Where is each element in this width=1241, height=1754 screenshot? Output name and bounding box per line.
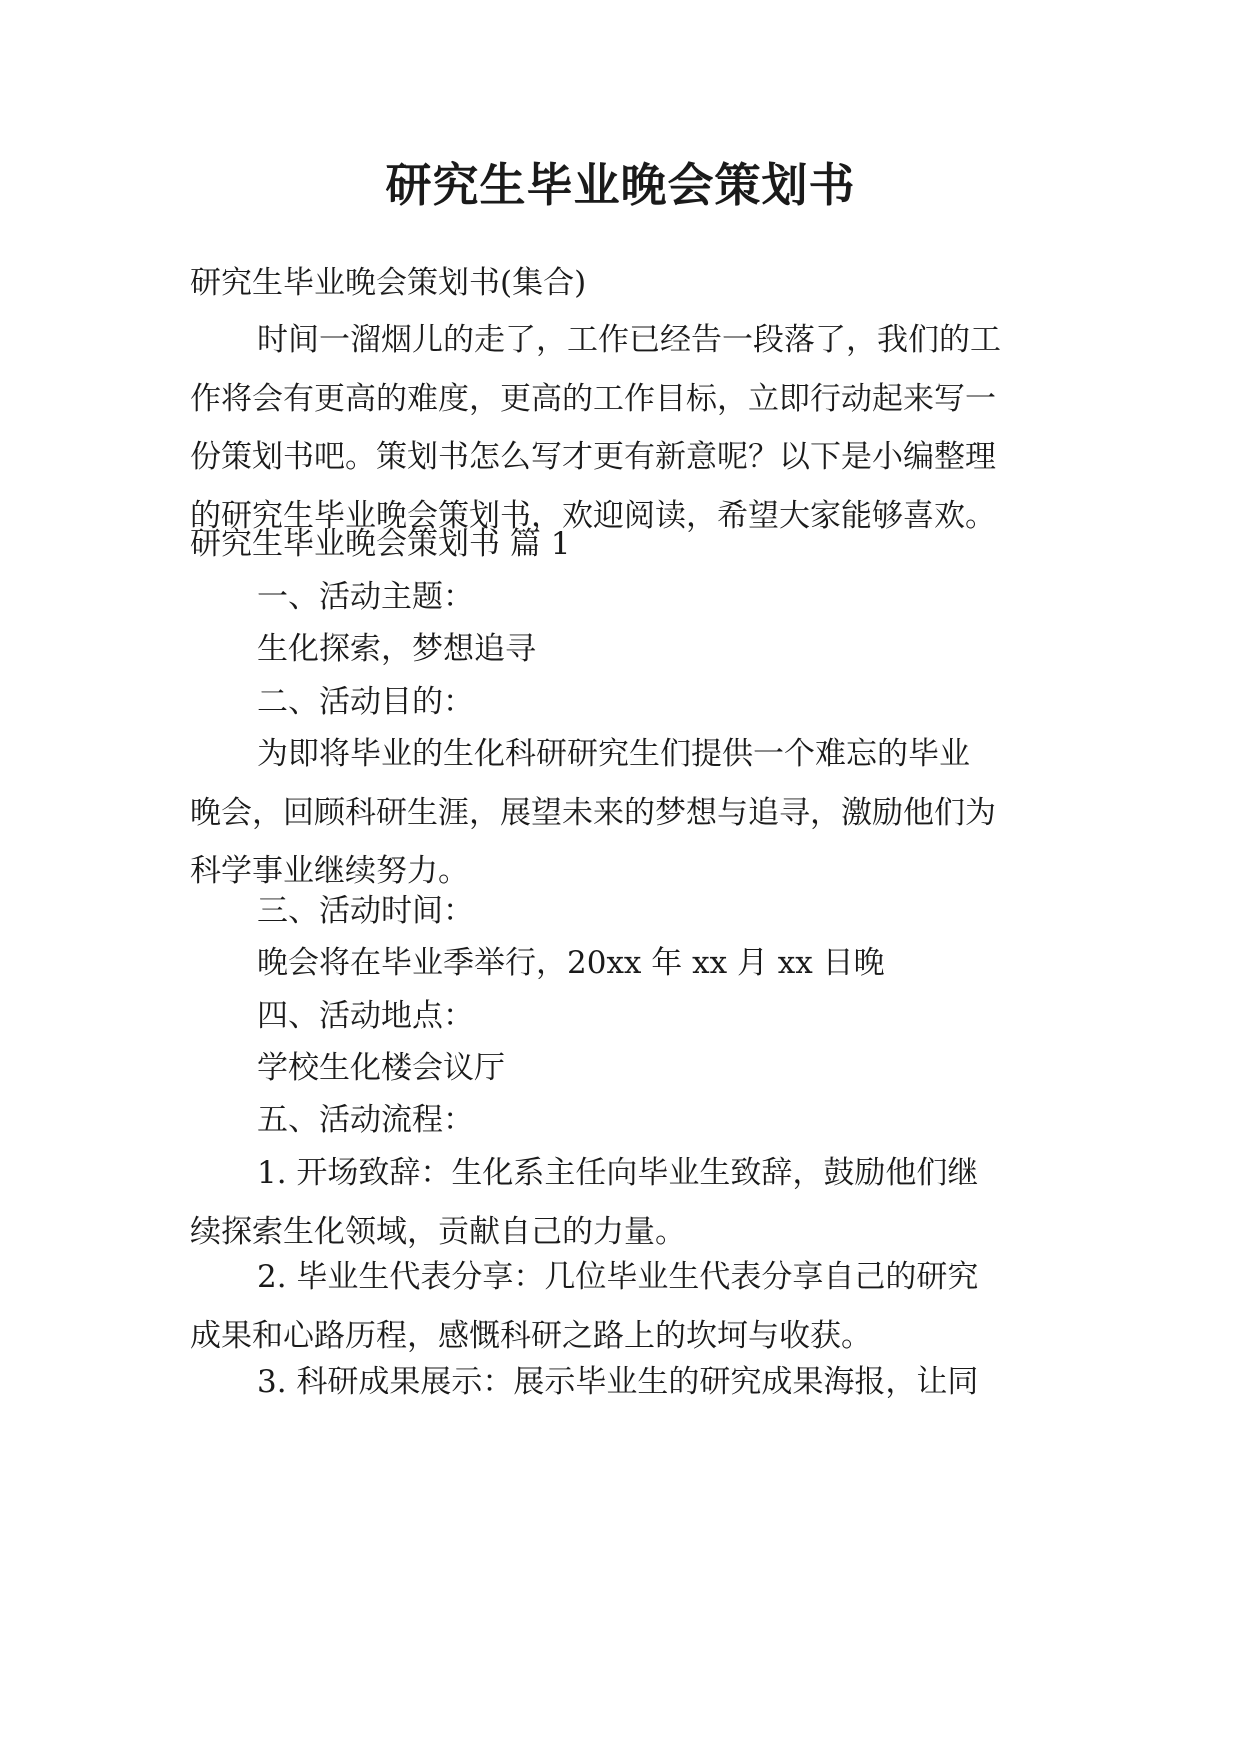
flow-item: [190, 1144, 1070, 1261]
purpose-line: 晚会，回顾科研生涯，展望未来的梦想与追寻，激励他们为: [190, 794, 996, 831]
intro-line: 的研究生毕业晚会策划书，欢迎阅读，希望大家能够喜欢。: [190, 497, 996, 534]
section-body-time: 晚会将在毕业季举行，20xx 年 xx 月 xx 日晚: [257, 945, 885, 981]
flow-item-line: 续探索生化领域，贡献自己的力量。: [190, 1213, 686, 1250]
section-body-location: 学校生化楼会议厅: [257, 1050, 505, 1086]
flow-item-line: 1. 开场致辞：生化系主任向毕业生致辞，鼓励他们继: [257, 1155, 979, 1191]
purpose-line: 为即将毕业的生化科研研究生们提供一个难忘的毕业: [257, 736, 970, 772]
flow-item: [190, 1248, 1070, 1365]
section-body-theme: 生化探索，梦想追寻: [257, 631, 536, 667]
flow-item-line: 3. 科研成果展示：展示毕业生的研究成果海报，让同: [257, 1364, 979, 1400]
section-heading-purpose: 二、活动目的：: [257, 684, 474, 720]
section-heading-time: 三、活动时间：: [257, 893, 474, 929]
intro-line: 作将会有更高的难度，更高的工作目标，立即行动起来写一: [190, 380, 996, 417]
section-heading-location: 四、活动地点：: [257, 998, 474, 1034]
flow-item-line: 成果和心路历程，感慨科研之路上的坎坷与收获。: [190, 1317, 872, 1354]
section-heading-flow: 五、活动流程：: [257, 1102, 474, 1138]
document-subtitle: 研究生毕业晚会策划书(集合): [190, 265, 587, 301]
flow-item: [190, 1353, 1070, 1412]
document-title: 研究生毕业晚会策划书: [385, 158, 856, 212]
purpose-line: 科学事业继续努力。: [190, 853, 469, 889]
intro-line: 时间一溜烟儿的走了，工作已经告一段落了，我们的工: [257, 322, 1001, 358]
part-heading: 研究生毕业晚会策划书 篇 1: [190, 526, 571, 562]
section-body-purpose: [190, 725, 1070, 901]
intro-line: 份策划书吧。策划书怎么写才更有新意呢？以下是小编整理: [190, 439, 996, 475]
section-heading-theme: 一、活动主题：: [257, 579, 474, 615]
flow-item-line: 2. 毕业生代表分享：几位毕业生代表分享自己的研究: [257, 1259, 979, 1295]
intro-paragraph: [190, 311, 1070, 545]
